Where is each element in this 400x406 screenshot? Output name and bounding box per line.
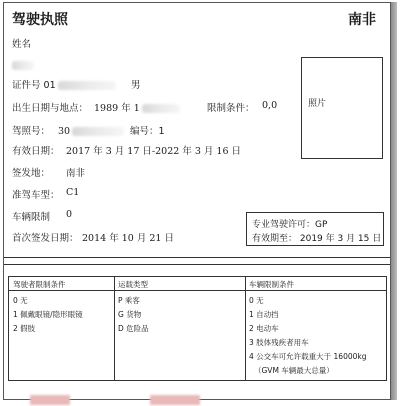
vehicle-restrictions-header: 车辆限制条件 bbox=[249, 280, 294, 289]
name-redaction bbox=[12, 55, 34, 74]
name-label: 姓名 bbox=[12, 39, 32, 50]
professional-permit-box bbox=[246, 212, 384, 246]
list-item: 0 无 bbox=[249, 296, 264, 305]
list-item: P 乘客 bbox=[118, 296, 140, 305]
photo-label: 照片 bbox=[308, 99, 327, 109]
id-redaction bbox=[58, 81, 116, 90]
section-divider-2 bbox=[4, 264, 390, 265]
list-item: D 危险品 bbox=[118, 324, 149, 333]
restriction-label: 限制条件： bbox=[207, 103, 255, 114]
bottom-decoration bbox=[150, 395, 200, 405]
list-item: 2 假肢 bbox=[13, 324, 36, 333]
list-item: 3 肢体残疾者用车 bbox=[249, 338, 309, 347]
serial-number: 编号：1 bbox=[130, 126, 165, 137]
list-item: （GVM 车辆最大总量） bbox=[254, 366, 334, 375]
valid-value: 2017 年 3 月 17 日-2022 年 3 月 16 日 bbox=[66, 146, 242, 157]
license-label: 驾照号： bbox=[12, 126, 51, 137]
professional-expiry: 有效期至： 2019 年 3 月 15 日 bbox=[252, 234, 382, 244]
list-item: 2 电动车 bbox=[249, 324, 279, 333]
issue-place-value: 南非 bbox=[66, 168, 86, 179]
vehicle-restriction-value: 0 bbox=[66, 209, 73, 220]
birth-value bbox=[94, 100, 180, 114]
list-item: 1 佩戴眼镜/隐形眼镜 bbox=[13, 310, 83, 319]
country-label: 南非 bbox=[348, 12, 376, 28]
license-redaction bbox=[72, 127, 124, 136]
id-label: 证件号 01 bbox=[12, 80, 56, 91]
birth-date-partial: 1989 年 1 bbox=[94, 103, 140, 114]
driver-restrictions-column bbox=[9, 277, 114, 380]
issue-place-label: 签发地： bbox=[12, 168, 51, 179]
photo-box bbox=[301, 57, 383, 159]
license-value: 30 bbox=[58, 126, 71, 137]
list-item: 0 无 bbox=[13, 296, 28, 305]
vehicle-restrictions-column bbox=[245, 277, 386, 380]
first-issue-label: 首次签发日期： bbox=[12, 233, 79, 244]
license-number bbox=[12, 123, 124, 137]
list-item: 4 公交车可允许载重大于 16000kg bbox=[249, 352, 367, 361]
section-divider-1 bbox=[4, 257, 390, 258]
scroll-edge bbox=[391, 2, 397, 400]
restriction-value: 0,0 bbox=[262, 100, 278, 111]
birth-label: 出生日期与地点： bbox=[12, 103, 89, 114]
driver-restrictions-header: 驾驶者限制条件 bbox=[13, 280, 66, 289]
list-item: G 货物 bbox=[118, 310, 142, 319]
transport-type-header: 运载类型 bbox=[118, 280, 148, 289]
document-title: 驾驶执照 bbox=[12, 12, 68, 28]
birth-redaction bbox=[142, 104, 180, 113]
transport-type-column bbox=[114, 277, 245, 380]
list-item: 1 自动挡 bbox=[249, 310, 279, 319]
class-label: 准驾车型： bbox=[12, 190, 60, 201]
class-value: C1 bbox=[66, 187, 80, 198]
codes-table bbox=[8, 276, 387, 381]
vehicle-restriction-label: 车辆限制 bbox=[12, 212, 51, 223]
first-issue-value: 2014 年 10 月 21 日 bbox=[82, 233, 174, 244]
gender-value: 男 bbox=[131, 80, 141, 91]
valid-label: 有效日期： bbox=[12, 146, 60, 157]
bottom-decoration bbox=[30, 395, 70, 405]
professional-permit: 专业驾驶许可：GP bbox=[252, 220, 328, 230]
id-number bbox=[12, 77, 116, 91]
